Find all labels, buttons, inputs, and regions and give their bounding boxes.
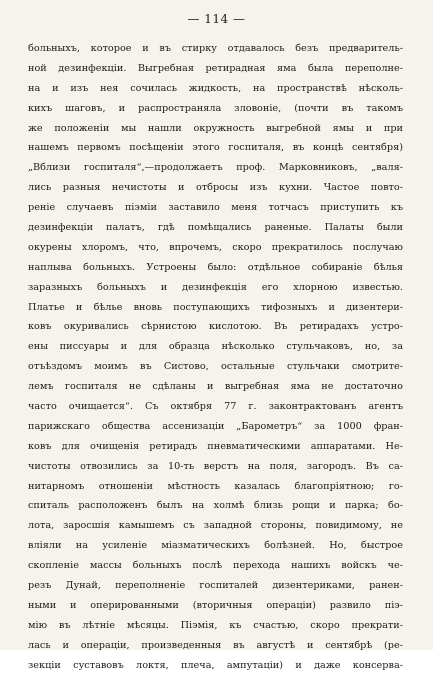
text-line: окурены хлоромъ, что, впрочемъ, скоро прекратилось послучаю: [28, 241, 403, 253]
text-line: кихъ шаговъ, и распространяла зловоніе, (почти въ такомъ: [28, 102, 403, 114]
text-line: Платье и бѣлье вновь поступающихъ тифозныхъ и дизентери-: [28, 301, 403, 313]
text-line: лась и операціи, произведенныя въ августѣ и сентябрѣ (ре-: [28, 639, 403, 651]
text-line: чистоты отвозились за 10-ть верстъ на поля, загородъ. Въ са-: [28, 460, 403, 472]
text-line: наплыва больныхъ. Устроены было: отдѣльное собираніе бѣлья: [28, 261, 403, 273]
text-line: ными и оперированными (вторичныя операціи) развило піэ-: [28, 599, 403, 611]
text-line: ковъ окуривались сѣрнистою кислотою. Въ ретирадахъ устро-: [28, 321, 403, 333]
text-line: лота, заросшія камышемъ съ западной стороны, повидимому, не: [28, 520, 403, 532]
text-line: парижскаго общества ассенизаціи „Барометръ“ за 1000 фран-: [28, 420, 403, 432]
text-line: лемъ госпиталя не сдѣланы и выгребная яма не достаточно: [28, 381, 403, 393]
text-line: же положеніи мы нашли окружность выгребной ямы и при: [28, 122, 403, 134]
text-line: зекціи суставовъ локтя, плеча, ампутаціи) и даже консерва-: [28, 659, 403, 671]
text-line: спиталь расположенъ былъ на холмѣ близь рощи и парка; бо-: [28, 500, 403, 512]
text-line: больныхъ, которое и въ стирку отдавалось безъ предваритель-: [28, 43, 403, 54]
text-line: нашемъ первомъ посѣщеніи этого госпиталя, въ концѣ сентября): [28, 142, 403, 154]
text-line: ены писсуары и для образца нѣсколько стульчаковъ, но, за: [28, 341, 403, 353]
text-line: реніе случаевъ піэміи заставило меня тотчасъ приступить къ: [28, 202, 403, 214]
text-line: вліяли на усиленіе міазматическихъ болѣзней. Но, быстрое: [28, 540, 403, 552]
text-line: скопленіе массы больныхъ послѣ перехода нашихъ войскъ че-: [28, 560, 403, 572]
text-line: мію въ лѣтніе мѣсяцы. Піэмія, къ счастью, скоро прекрати-: [28, 619, 403, 631]
text-line: „Вблизи госпиталя“,—продолжаетъ проф. Марковниковъ, „валя-: [28, 162, 403, 174]
text-line: на и изъ нея сочилась жидкость, на пространствѣ нѣсколь-: [28, 82, 403, 94]
text-line: резъ Дунай, переполненіе госпиталей дизентериками, ранен-: [28, 580, 403, 592]
text-line: ковъ для очищенія ретирадъ пневматическими аппаратами. Не-: [28, 440, 403, 452]
text-line: нитарномъ отношеніи мѣстность казалась благопріятною; го-: [28, 480, 403, 492]
text-line: часто очищается“. Съ октября 77 г. законтрактованъ агентъ: [28, 401, 403, 413]
text-line: ной дезинфекціи. Выгребная ретирадная яма была переполне-: [28, 62, 403, 74]
text-line: отъѣздомъ моимъ въ Систово, остальные стульчаки смотрите-: [28, 361, 403, 373]
text-line: лись разныя нечистоты и отбросы изъ кухни. Частое повто-: [28, 182, 403, 194]
text-line: дезинфекціи палатъ, гдѣ помѣщались раненые. Палаты были: [28, 222, 403, 234]
page-number: — 114 —: [187, 12, 246, 26]
body-text: [28, 39, 403, 676]
text-line: заразныхъ больныхъ и дезинфекція его хлорною известью.: [28, 281, 403, 293]
